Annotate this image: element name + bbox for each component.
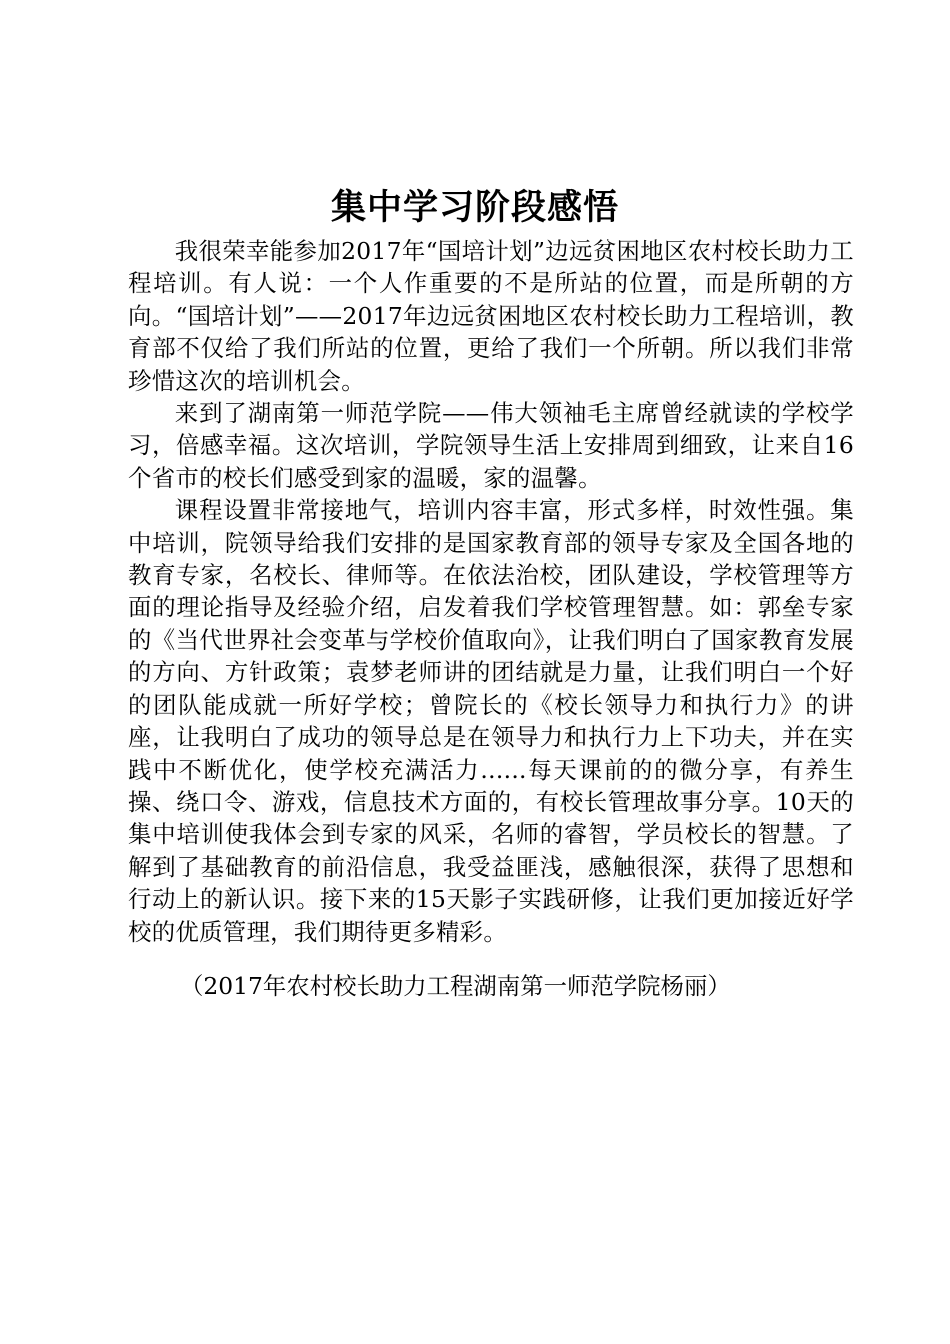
document-title: 集中学习阶段感悟 — [330, 187, 619, 228]
document-body — [128, 235, 854, 948]
author-signature: （2017年农村校长助力工程湖南第一师范学院杨丽） — [180, 972, 731, 1000]
paragraph-1: 我很荣幸能参加2017年“国培计划”边远贫困地区农村校长助力工程培训。有人说：一个人作重要的不是所站的位置，而是所朝的方向。“国培计划”——2017年边远贫困地区农村校长助力工程培训，教育部不仅给了我们所站的位置，更给了我们一个所朝。所以我们非常珍惜这次的培训机会。 — [128, 237, 854, 395]
paragraph-2: 来到了湖南第一师范学院——伟大领袖毛主席曾经就读的学校学习，倍感幸福。这次培训，学院领导生活上安排周到细致，让来自16个省市的校长们感受到家的温暖，家的温馨。 — [128, 399, 854, 492]
paragraph-3: 课程设置非常接地气，培训内容丰富，形式多样，时效性强。集中培训，院领导给我们安排的是国家教育部的领导专家及全国各地的教育专家，名校长、律师等。在依法治校，团队建设，学校管理等方面的理论指导及经验介绍，启发着我们学校管理智慧。如：郭垒专家的《当代世界社会变革与学校价值取向》，让我们明白了国家教育发展的方向、方针政策；袁梦老师讲的团结就是力量，让我们明白一个好的团队能成就一所好学校；曾院长的《校长领导力和执行力》的讲座，让我明白了成功的领导总是在领导力和执行力上下功夫，并在实践中不断优化，使学校充满活力......每天课前的的微分享，有养生操、绕口令、游戏，信息技术方面的，有校长管理故事分享。10天的集中培训使我体会到专家的风采，名师的睿智，学员校长的智慧。了解到了基础教育的前沿信息，我受益匪浅，感触很深，获得了思想和行动上的新认识。接下来的15天影子实践研修，让我们更加接近好学校的优质管理，我们期待更多精彩。 — [128, 496, 854, 946]
